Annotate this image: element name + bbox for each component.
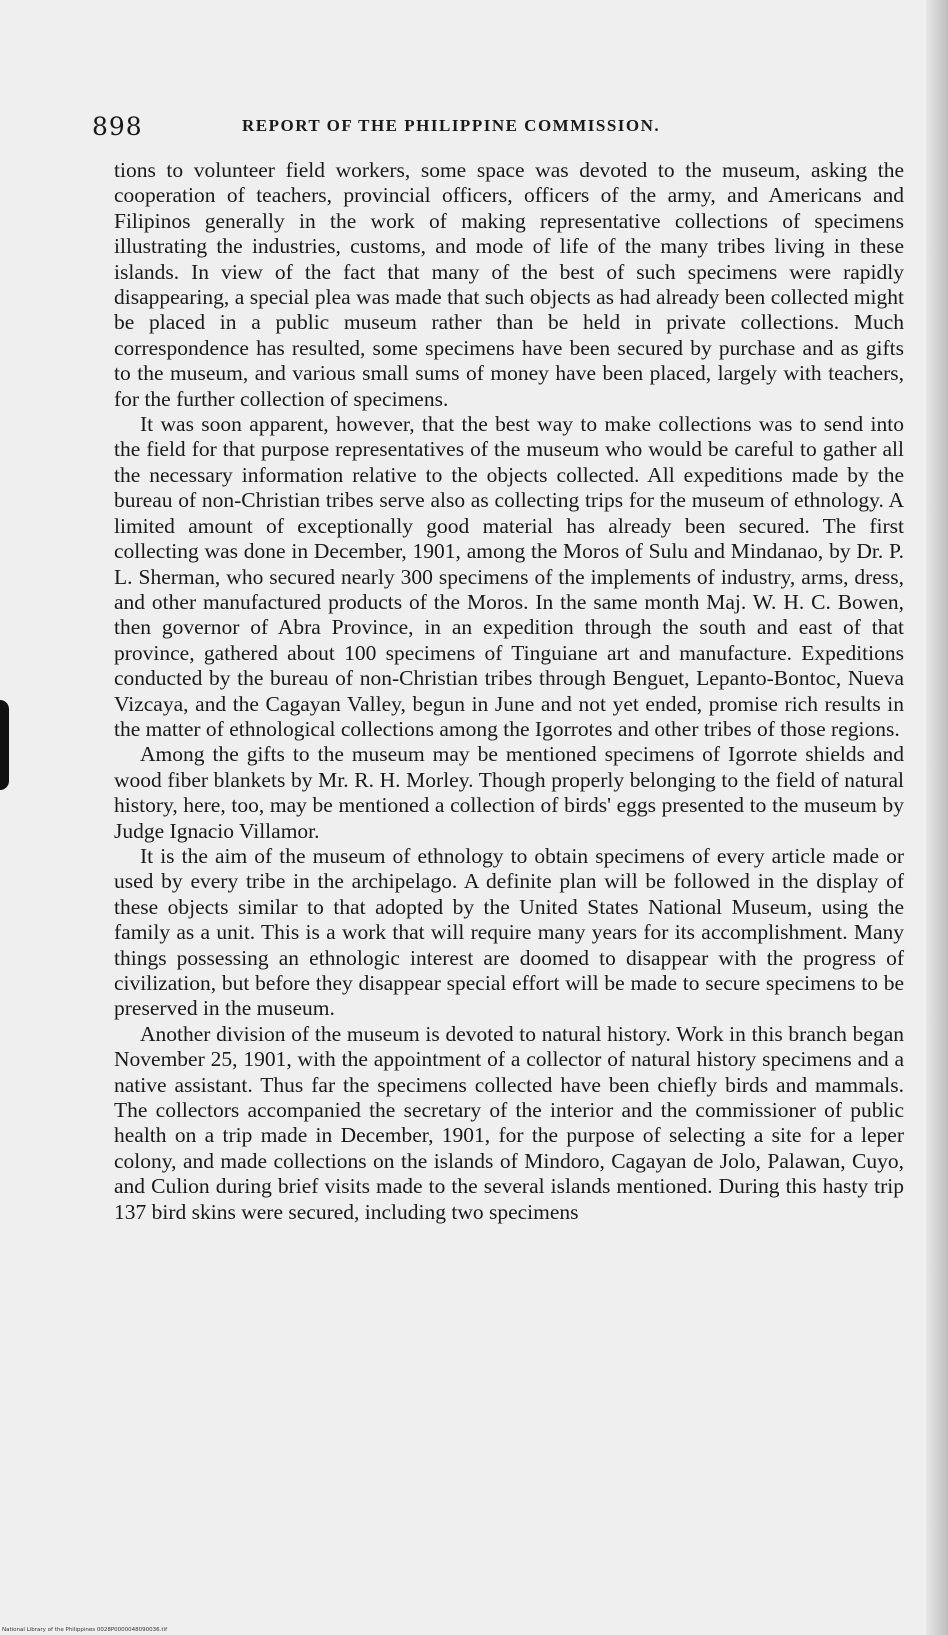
body-text (114, 158, 904, 1225)
binding-mark (0, 700, 9, 790)
paragraph-2: It was soon apparent, however, that the best way to make collections was to send into the field for that purpose representatives of the museum who would be careful to gather all the necessary information relative to the objects collected. All expeditions made by the bureau of non-Christian tribes serve also as collecting trips for the museum of ethnology. A limited amount of exceptionally good material has already been secured. The first collecting was done in December, 1901, among the Moros of Sulu and Mindanao, by Dr. P. L. Sherman, who secured nearly 300 specimens of the implements of industry, arms, dress, and other manufactured products of the Moros. In the same month Maj. W. H. C. Bowen, then governor of Abra Province, in an expedition through the south and east of that province, gathered about 100 specimens of Tinguiane art and manufacture. Expeditions conducted by the bureau of non-Christian tribes through Benguet, Lepanto-Bontoc, Nueva Vizcaya, and the Cagayan Valley, begun in June and not yet ended, promise rich results in the matter of ethnological collections among the Igorrotes and other tribes of those regions. (114, 412, 904, 741)
paragraph-5: Another division of the museum is devoted to natural history. Work in this branch began November 25, 1901, with the appointment of a collector of natural history specimens and a native assistant. Thus far the specimens collected have been chiefly birds and mammals. The collectors accompanied the secretary of the interior and the commissioner of public health on a trip made in December, 1901, for the purpose of selecting a site for a leper colony, and made collections on the islands of Mindoro, Cagayan de Jolo, Palawan, Cuyo, and Culion during brief visits made to the several islands mentioned. During this hasty trip 137 bird skins were secured, including two specimens (114, 1021, 904, 1224)
paragraph-1: tions to volunteer field workers, some space was devoted to the museum, asking the cooperation of teachers, provincial officers, officers of the army, and Americans and Filipinos generally in the work of making representative collections of specimens illustrating the industries, customs, and mode of life of the many tribes living in these islands. In view of the fact that many of the best of such specimens were rapidly disappearing, a special plea was made that such objects as had already been collected might be placed in a public museum rather than be held in private collections. Much correspondence has resulted, some specimens have been secured by purchase and as gifts to the museum, and various small sums of money have been placed, largely with teachers, for the further collection of specimens. (114, 158, 904, 411)
scan-footer-stamp: National Library of the Philippines 0028P0000048090036.tif (2, 1627, 168, 1633)
page-number: 898 (92, 112, 143, 141)
paragraph-4: It is the aim of the museum of ethnology to obtain specimens of every article made or used by every tribe in the archipelago. A definite plan will be followed in the display of these objects similar to that adopted by the United States National Museum, using the family as a unit. This is a work that will require many years for its accomplishment. Many things possessing an ethnologic interest are doomed to disappear with the progress of civilization, but before they disappear special effort will be made to secure specimens to be preserved in the museum. (114, 843, 904, 1021)
header-title: REPORT OF THE PHILIPPINE COMMISSION. (242, 116, 661, 135)
page-edge-shadow (926, 0, 948, 1635)
running-head (92, 112, 912, 142)
paragraph-3: Among the gifts to the museum may be mentioned specimens of Igorrote shields and wood fiber blankets by Mr. R. H. Morley. Though properly belonging to the field of natural history, here, too, may be mentioned a collection of birds' eggs presented to the museum by Judge Ignacio Villamor. (114, 742, 904, 843)
